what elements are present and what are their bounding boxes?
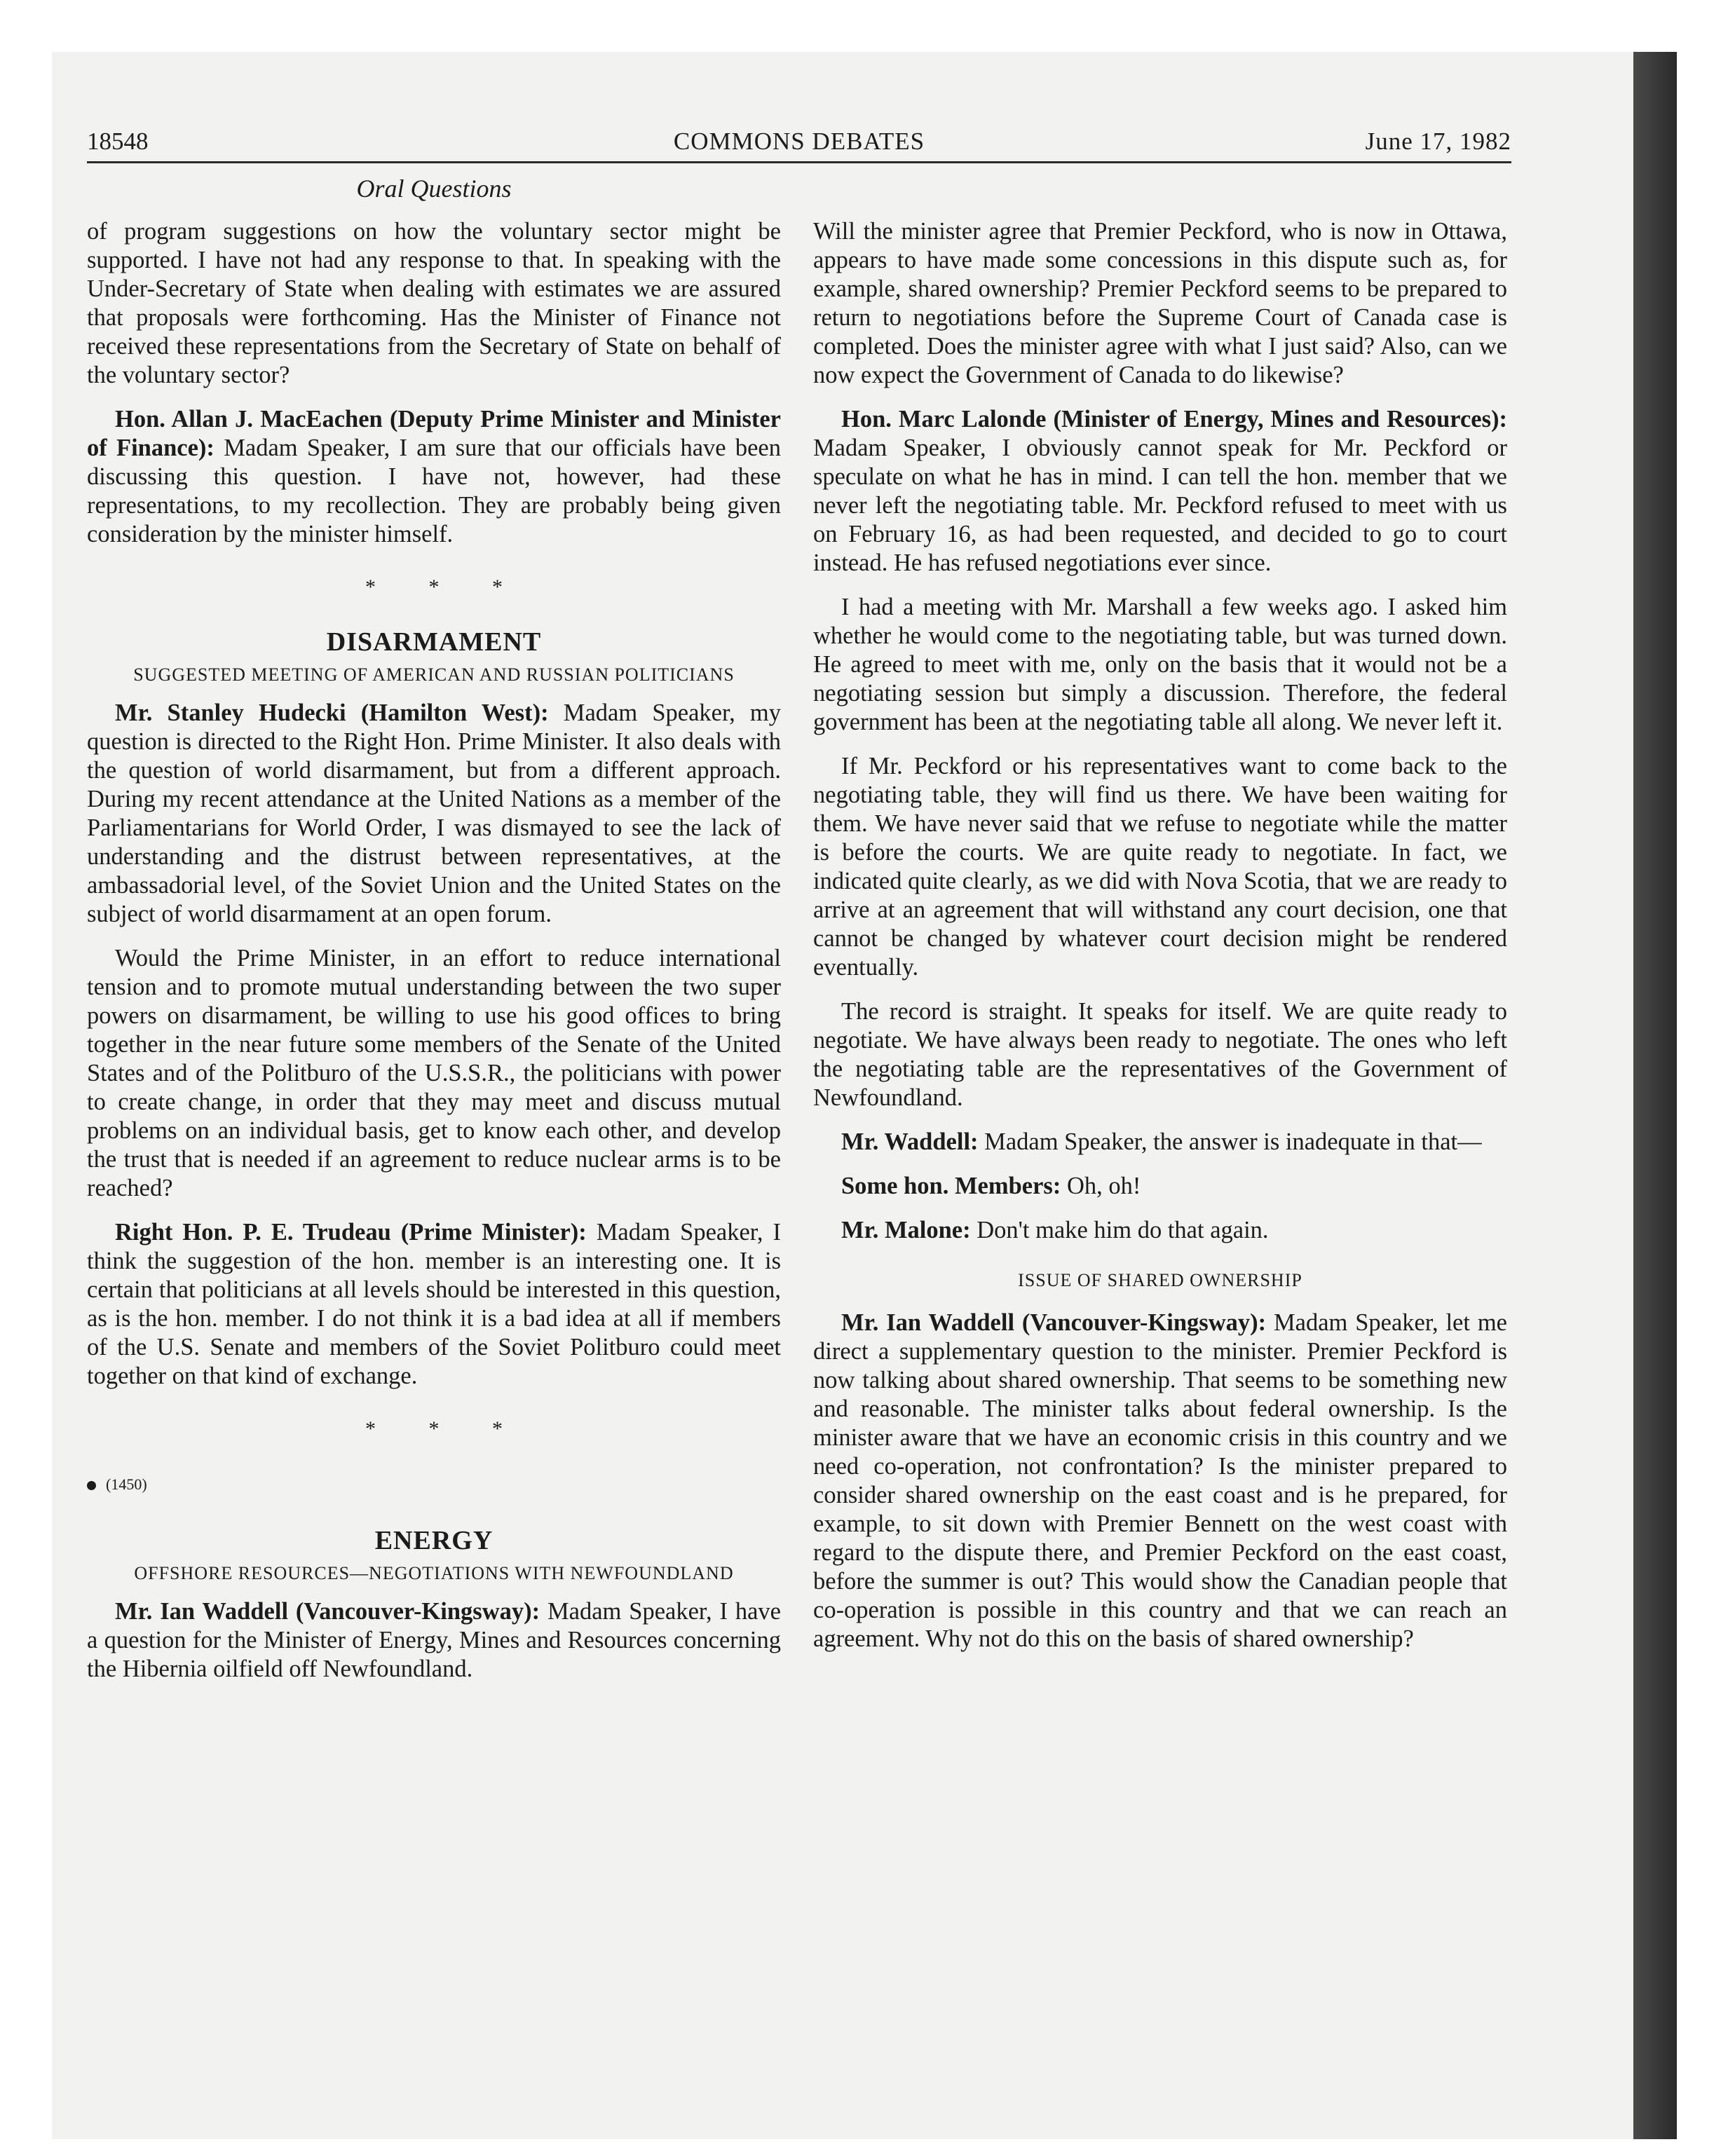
speech-text: Madam Speaker, I am sure that our officials have been discussing this question. I have not, however, had these representations, to my recollection. They are probably being given consideration by the minister himself. (87, 435, 781, 547)
speech-text: Madam Speaker, I think the suggestion of the hon. member is an interesting one. It is certain that politicians at all levels should be interested in this question, as is the hon. member. I do not think it is a bad idea at all if members of the U.S. Senate and members of the Soviet Politburo could meet together on that kind of exchange. (87, 1219, 781, 1389)
right-column (813, 217, 1507, 1669)
section-subheading: ISSUE OF SHARED OWNERSHIP (1018, 1270, 1302, 1290)
left-column (87, 217, 781, 1699)
paragraph (813, 1128, 1507, 1157)
paragraph: I had a meeting with Mr. Marshall a few weeks ago. I asked him whether he would come to the negotiating table, but was turned down. He agreed to meet with me, only on the basis that it would not be a negotiating session but simply a discussion. Therefore, the federal government has been at the negotiating table all along. We never left it. (813, 594, 1507, 735)
paragraph (813, 1216, 1507, 1245)
speech-text: Madam Speaker, the answer is inadequate in that— (978, 1128, 1482, 1155)
paragraph (87, 699, 781, 929)
paragraph (813, 405, 1507, 578)
speaker-name: Mr. Ian Waddell (Vancouver-Kingsway): (115, 1598, 540, 1625)
paragraph (813, 1172, 1507, 1201)
bullet-icon (87, 1481, 96, 1490)
speaker-name: Mr. Ian Waddell (Vancouver-Kingsway): (841, 1309, 1267, 1336)
section-heading: ENERGY (374, 1526, 494, 1555)
section-separator: * * * (365, 575, 526, 599)
speech-text: Madam Speaker, I have a question for the Minister of Energy, Mines and Resources concerning the Hibernia oilfield off Newfoundland. (87, 1598, 781, 1682)
speaker-name: Mr. Waddell: (841, 1128, 979, 1155)
speech-text: Oh, oh! (1061, 1173, 1141, 1199)
speaker-name: Mr. Stanley Hudecki (Hamilton West): (115, 700, 549, 726)
section-heading: DISARMAMENT (326, 627, 542, 657)
page-header (87, 125, 1511, 163)
speaker-name: Some hon. Members: (841, 1173, 1061, 1199)
section-subheading: OFFSHORE RESOURCES—NEGOTIATIONS WITH NEWFOUNDLAND (134, 1563, 734, 1583)
paragraph: of program suggestions on how the voluntary sector might be supported. I have not had any response to that. In speaking with the Under-Secretary of State when dealing with estimates we are assured that proposals were forthcoming. Has the Minister of Finance not received these representations from the Secretary of State on behalf of the voluntary sector? (87, 218, 781, 388)
paragraph: If Mr. Peckford or his representatives want to come back to the negotiating table, they will find us there. We have been waiting for them. We have never said that we refuse to negotiate while the matter is before the courts. We are quite ready to negotiate. In fact, we indicated quite clearly, as we did with Nova Scotia, that we are ready to arrive at an agreement that will withstand any court decision, one that cannot be changed by whatever court decision might be rendered eventually. (813, 753, 1507, 981)
section-subheading: SUGGESTED MEETING OF AMERICAN AND RUSSIAN POLITICIANS (133, 664, 735, 685)
running-head: Oral Questions (356, 175, 512, 203)
speech-text: Madam Speaker, let me direct a supplementary question to the minister. Premier Peckford is now talking about shared ownership. That seems to be something new and reasonable. The minister talks about federal ownership. Is the minister aware that we have an economic crisis in this country and we need co-operation, not confrontation? Is the minister prepared to consider shared ownership on the east coast and is he prepared, for example, to sit down with Premier Bennett on the west coast with regard to the dispute there, and Premier Peckford on the east coast, before the summer is out? This would show the Canadian people that co-operation is possible in this country and that we can reach an agreement. Why not do this on the basis of shared ownership? (813, 1309, 1507, 1652)
paragraph: Will the minister agree that Premier Peckford, who is now in Ottawa, appears to have made some concessions in this dispute such as, for example, shared ownership? Premier Peckford seems to be prepared to return to negotiations before the Supreme Court of Canada case is completed. Does the minister agree with what I just said? Also, can we now expect the Government of Canada to do likewise? (813, 218, 1507, 388)
section-separator: * * * (365, 1417, 526, 1440)
publication-title: COMMONS DEBATES (673, 128, 925, 155)
speaker-name: Hon. Allan J. MacEachen (Deputy Prime Minister and Minister of Finance): (87, 406, 781, 461)
speech-text: Madam Speaker, my question is directed to the Right Hon. Prime Minister. It also deals with the question of world disarmament, but from a different approach. During my recent attendance at the United Nations as a member of the Parliamentarians for World Order, I was dismayed to see the lack of understanding and the distrust between representatives, at the ambassadorial level, of the Soviet Union and the United States on the subject of world disarmament at an open forum. (87, 700, 781, 927)
scan-edge-shadow (1633, 52, 1677, 2139)
page-number: 18548 (87, 128, 149, 155)
speech-text: Don't make him do that again. (970, 1217, 1269, 1243)
paragraph (813, 1309, 1507, 1653)
publication-date: June 17, 1982 (1365, 128, 1511, 155)
speech-text: Madam Speaker, I obviously cannot speak for Mr. Peckford or speculate on what he has in mind. I can tell the hon. member that we never left the negotiating table. Mr. Peckford refused to meet with us on February 16, as had been requested, and decided to go to court instead. He has refused negotiations ever since. (813, 435, 1507, 576)
paragraph (87, 1597, 781, 1684)
time-marker-text: (1450) (106, 1475, 147, 1493)
paragraph: The record is straight. It speaks for itself. We are quite ready to negotiate. We have always been ready to negotiate. The ones who left the negotiating table are the representatives of the Government of Newfoundland. (813, 998, 1507, 1111)
paragraph: Would the Prime Minister, in an effort to reduce international tension and to promote mutual understanding between the two super powers on disarmament, be willing to use his good offices to bring together in the near future some members of the Senate of the United States and of the Politburo of the U.S.S.R., the politicians with power to create change, in order that they may meet and discuss mutual problems on an individual basis, get to know each other, and develop the trust that is needed if an agreement to reduce nuclear arms is to be reached? (87, 945, 781, 1201)
paragraph (87, 1218, 781, 1391)
paragraph (87, 405, 781, 549)
time-marker (87, 1470, 781, 1499)
speaker-name: Hon. Marc Lalonde (Minister of Energy, Mines and Resources): (841, 406, 1507, 432)
speaker-name: Mr. Malone: (841, 1217, 971, 1243)
speaker-name: Right Hon. P. E. Trudeau (Prime Minister): (115, 1219, 587, 1246)
